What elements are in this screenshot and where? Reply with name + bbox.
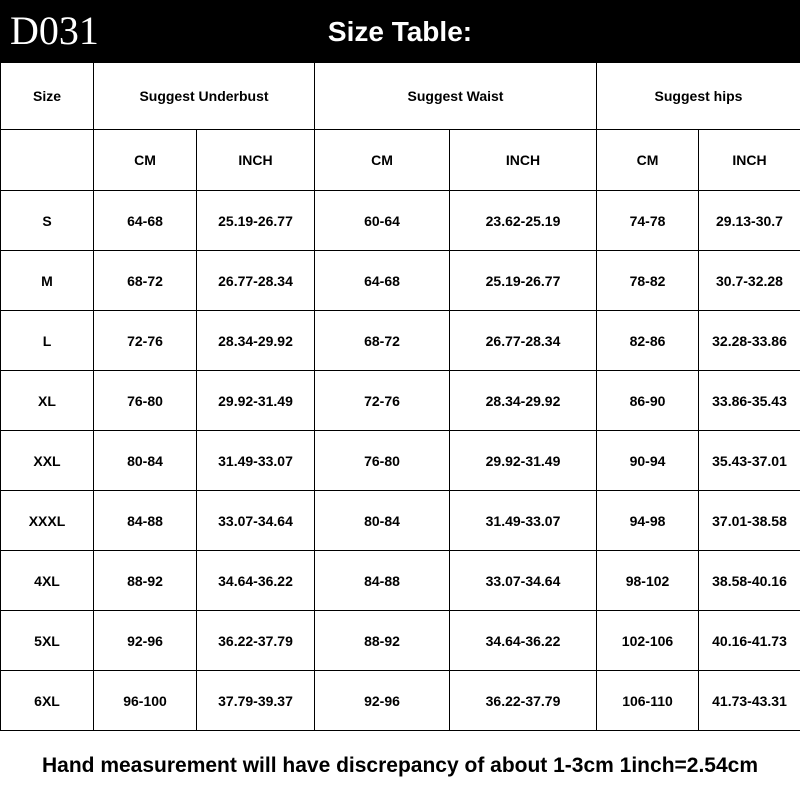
measurement-cell: 98-102 <box>597 551 699 611</box>
measurement-cell: 80-84 <box>94 431 197 491</box>
measurement-cell: 33.07-34.64 <box>197 491 315 551</box>
measurement-cell: 34.64-36.22 <box>197 551 315 611</box>
size-label-cell: XXXL <box>1 491 94 551</box>
measurement-cell: 28.34-29.92 <box>450 371 597 431</box>
hips-group-header: Suggest hips <box>597 63 800 130</box>
measurement-cell: 31.49-33.07 <box>197 431 315 491</box>
measurement-cell: 68-72 <box>315 311 450 371</box>
measurement-cell: 33.07-34.64 <box>450 551 597 611</box>
measurement-cell: 72-76 <box>315 371 450 431</box>
measurement-cell: 40.16-41.73 <box>699 611 800 671</box>
measurement-cell: 92-96 <box>315 671 450 731</box>
measurement-cell: 29.13-30.7 <box>699 191 800 251</box>
measurement-cell: 26.77-28.34 <box>197 251 315 311</box>
size-label-cell: 4XL <box>1 551 94 611</box>
unit-header-cell: INCH <box>197 130 315 191</box>
unit-header-cell: INCH <box>450 130 597 191</box>
measurement-cell: 36.22-37.79 <box>197 611 315 671</box>
measurement-cell: 94-98 <box>597 491 699 551</box>
measurement-cell: 36.22-37.79 <box>450 671 597 731</box>
measurement-note: Hand measurement will have discrepancy of about 1-3cm 1inch=2.54cm <box>0 730 800 801</box>
measurement-cell: 32.28-33.86 <box>699 311 800 371</box>
unit-header-cell: CM <box>94 130 197 191</box>
measurement-cell: 37.79-39.37 <box>197 671 315 731</box>
size-table <box>0 62 800 731</box>
measurement-cell: 76-80 <box>94 371 197 431</box>
size-label-cell: M <box>1 251 94 311</box>
measurement-cell: 88-92 <box>94 551 197 611</box>
group-header-row <box>1 63 800 130</box>
measurement-cell: 31.49-33.07 <box>450 491 597 551</box>
measurement-cell: 80-84 <box>315 491 450 551</box>
measurement-cell: 74-78 <box>597 191 699 251</box>
size-label-cell: 5XL <box>1 611 94 671</box>
table-row <box>1 431 800 491</box>
size-label-cell: XXL <box>1 431 94 491</box>
measurement-cell: 84-88 <box>315 551 450 611</box>
measurement-cell: 88-92 <box>315 611 450 671</box>
measurement-cell: 34.64-36.22 <box>450 611 597 671</box>
unit-header-cell: CM <box>315 130 450 191</box>
measurement-cell: 60-64 <box>315 191 450 251</box>
measurement-cell: 72-76 <box>94 311 197 371</box>
table-row <box>1 551 800 611</box>
measurement-cell: 102-106 <box>597 611 699 671</box>
measurement-cell: 82-86 <box>597 311 699 371</box>
measurement-cell: 29.92-31.49 <box>197 371 315 431</box>
measurement-cell: 35.43-37.01 <box>699 431 800 491</box>
measurement-cell: 30.7-32.28 <box>699 251 800 311</box>
measurement-cell: 78-82 <box>597 251 699 311</box>
table-row <box>1 311 800 371</box>
measurement-cell: 37.01-38.58 <box>699 491 800 551</box>
measurement-cell: 41.73-43.31 <box>699 671 800 731</box>
measurement-cell: 96-100 <box>94 671 197 731</box>
table-row <box>1 611 800 671</box>
measurement-cell: 92-96 <box>94 611 197 671</box>
table-row <box>1 191 800 251</box>
page-title: Size Table: <box>0 0 800 62</box>
table-row <box>1 371 800 431</box>
waist-group-header: Suggest Waist <box>315 63 597 130</box>
measurement-cell: 38.58-40.16 <box>699 551 800 611</box>
measurement-cell: 26.77-28.34 <box>450 311 597 371</box>
empty-header-cell <box>1 130 94 191</box>
size-label-cell: 6XL <box>1 671 94 731</box>
table-row <box>1 671 800 731</box>
table-row <box>1 491 800 551</box>
measurement-cell: 29.92-31.49 <box>450 431 597 491</box>
product-code: D031 <box>10 6 99 56</box>
measurement-cell: 86-90 <box>597 371 699 431</box>
size-table-container <box>0 62 800 730</box>
size-label-cell: L <box>1 311 94 371</box>
size-label-cell: XL <box>1 371 94 431</box>
measurement-cell: 23.62-25.19 <box>450 191 597 251</box>
table-row <box>1 251 800 311</box>
underbust-group-header: Suggest Underbust <box>94 63 315 130</box>
measurement-cell: 106-110 <box>597 671 699 731</box>
measurement-cell: 76-80 <box>315 431 450 491</box>
measurement-cell: 84-88 <box>94 491 197 551</box>
measurement-cell: 64-68 <box>315 251 450 311</box>
header-bar <box>0 0 800 62</box>
measurement-cell: 25.19-26.77 <box>197 191 315 251</box>
measurement-cell: 68-72 <box>94 251 197 311</box>
size-column-header: Size <box>1 63 94 130</box>
unit-header-cell: INCH <box>699 130 800 191</box>
unit-header-cell: CM <box>597 130 699 191</box>
measurement-cell: 90-94 <box>597 431 699 491</box>
measurement-cell: 33.86-35.43 <box>699 371 800 431</box>
size-label-cell: S <box>1 191 94 251</box>
unit-header-row <box>1 130 800 191</box>
measurement-cell: 25.19-26.77 <box>450 251 597 311</box>
measurement-cell: 64-68 <box>94 191 197 251</box>
measurement-cell: 28.34-29.92 <box>197 311 315 371</box>
